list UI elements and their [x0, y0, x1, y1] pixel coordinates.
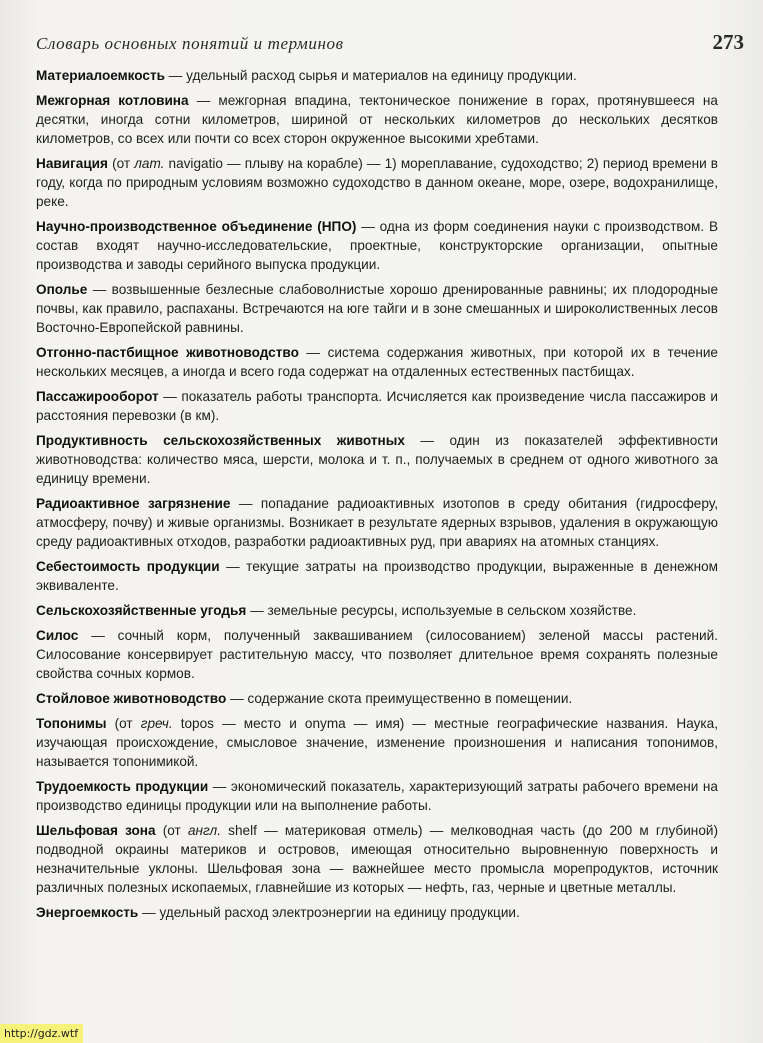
entry-term: Себестоимость продукции: [36, 559, 220, 574]
watermark-link[interactable]: http://gdz.wtf: [0, 1024, 83, 1043]
glossary-entry: [36, 494, 718, 551]
entry-term: Материалоемкость: [36, 68, 166, 83]
glossary-entry: [36, 689, 718, 708]
entry-definition: — земельные ресурсы, используемые в сельском хозяйстве.: [246, 603, 637, 618]
entry-language-abbr: греч.: [140, 716, 173, 731]
glossary-entries: [36, 66, 718, 928]
entry-term: Стойловое животноводство: [36, 691, 227, 706]
entry-definition: — экономический показатель, характеризующий затраты рабочего времени на производство единицы продукции или на выполнение работы.: [36, 779, 718, 813]
entry-definition: — текущие затраты на производство продукции, выраженные в денежном эквиваленте.: [36, 559, 718, 593]
entry-definition: topos — место и onyma — имя) — местные географические названия. Наука, изучающая происхождение, смысловое значение, изменение произношения и написания топонимов, называется топонимикой.: [36, 716, 718, 769]
glossary-entry: [36, 903, 718, 922]
glossary-entry: [36, 387, 718, 425]
glossary-entry: [36, 601, 718, 620]
glossary-entry: [36, 217, 718, 274]
entry-term: Шельфовая зона: [36, 823, 156, 838]
entry-definition: — удельный расход электроэнергии на единицу продукции.: [138, 905, 520, 920]
entry-definition: — показатель работы транспорта. Исчисляется как произведение числа пассажиров и расстояния перевозки (в км).: [36, 389, 718, 423]
page-header: [36, 30, 744, 60]
entry-definition: — содержание скота преимущественно в помещении.: [226, 691, 573, 706]
entry-definition: — сочный корм, полученный заквашиванием (силосованием) зеленой массы растений. Силосование консервирует растительную массу, что позволяет длительное время сохранять полезные свойства сочных кормов.: [36, 628, 718, 681]
entry-prefix: (от: [155, 823, 188, 838]
entry-language-abbr: лат.: [134, 156, 165, 171]
entry-term: Силос: [36, 628, 79, 643]
glossary-entry: [36, 777, 718, 815]
glossary-entry: [36, 821, 718, 897]
entry-prefix: (от: [107, 156, 135, 171]
entry-term: Научно-производственное объединение (НПО): [36, 219, 357, 234]
running-title: Словарь основных понятий и терминов: [36, 34, 344, 53]
entry-definition: — удельный расход сырья и материалов на единицу продукции.: [165, 68, 577, 83]
entry-definition: navigatio — плыву на корабле) — 1) мореплавание, судоходство; 2) период времени в году, когда по природным условиям возможно судоходство в данном океане, море, озере, водохранилище, реке.: [36, 156, 718, 209]
entry-term: Пассажирооборот: [36, 389, 159, 404]
glossary-entry: [36, 714, 718, 771]
entry-language-abbr: англ.: [187, 823, 221, 838]
entry-term: Межгорная котловина: [36, 93, 189, 108]
glossary-entry: [36, 91, 718, 148]
entry-term: Отгонно-пастбищное животноводство: [36, 345, 299, 360]
entry-definition: — система содержания животных, при которой их в течение нескольких месяцев, а иногда и всего года содержат на отдаленных естественных пастбищах.: [36, 345, 718, 379]
entry-term: Топонимы: [36, 716, 107, 731]
entry-definition: — один из показателей эффективности животноводства: количество мяса, шерсти, молока и т. п., получаемых в среднем от одного животного за единицу времени.: [36, 433, 718, 486]
glossary-entry: [36, 66, 718, 85]
entry-term: Радиоактивное загрязнение: [36, 496, 231, 511]
entry-definition: — межгорная впадина, тектоническое понижение в горах, протянувшееся на десятки, иногда сотни километров, шириной от нескольких километров до нескольких десятков километров, со всех или почти со всех сторон окруженное высокими хребтами.: [36, 93, 718, 146]
glossary-entry: [36, 431, 718, 488]
entry-definition: — одна из форм соединения науки с производством. В состав входят научно-исследовательские, проектные, конструкторские организации, опытные производства и заводы серийного выпуска продукции.: [36, 219, 719, 272]
entry-term: Продуктивность сельскохозяйственных животных: [36, 433, 405, 448]
glossary-entry: [36, 626, 718, 683]
entry-term: Навигация: [36, 156, 108, 171]
entry-definition: — возвышенные безлесные слабоволнистые хорошо дренированные равнины; их плодородные почвы, как правило, распаханы. Встречаются на юге тайги и в зоне смешанных и широколиственных лесов Восточно-Европейской равнины.: [36, 282, 718, 335]
entry-definition: — попадание радиоактивных изотопов в среду обитания (гидросферу, атмосферу, почву) и живые организмы. Возникает в результате ядерных взрывов, удаления в окружающую среду радиоактивных отходов, разработки радиоактивных руд, при авариях на атомных станциях.: [36, 496, 718, 549]
entry-term: Ополье: [36, 282, 88, 297]
glossary-entry: [36, 280, 718, 337]
page-number: 273: [712, 30, 744, 54]
entry-definition: shelf — материковая отмель) — мелководная часть (до 200 м глубиной) подводной окраины материков и островов, имеющая относительно выровненную поверхность и незначительные уклоны. Шельфовая зона — важнейшее место промысла морепродуктов, источник различных полезных ископаемых, главнейшие из которых — нефть, газ, черные и цветные металлы.: [36, 823, 718, 895]
glossary-entry: [36, 343, 718, 381]
entry-term: Энергоемкость: [36, 905, 139, 920]
glossary-entry: [36, 154, 718, 211]
entry-prefix: (от: [106, 716, 141, 731]
entry-term: Сельскохозяйственные угодья: [36, 603, 247, 618]
entry-term: Трудоемкость продукции: [36, 779, 209, 794]
glossary-entry: [36, 557, 718, 595]
